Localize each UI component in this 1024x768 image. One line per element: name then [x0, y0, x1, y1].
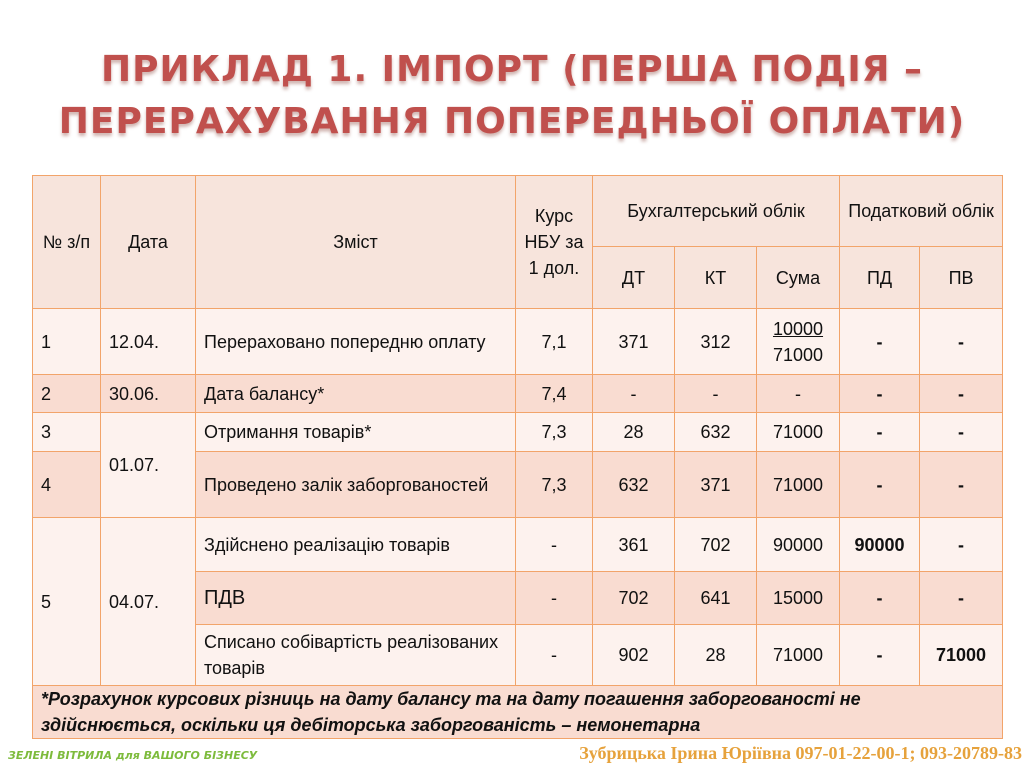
cell-content: Списано собівартість реалізованих товарів — [196, 625, 516, 686]
cell-rate: - — [516, 572, 593, 625]
header-pv: ПВ — [920, 247, 1003, 309]
cell-kt: 702 — [675, 518, 757, 572]
cell-pv: - — [920, 309, 1003, 375]
company-slogan: ЗЕЛЕНІ ВІТРИЛА для ВАШОГО БІЗНЕСУ — [8, 749, 258, 762]
cell-dt: 361 — [593, 518, 675, 572]
slide-title-line-1: ПРИКЛАД 1. ІМПОРТ (ПЕРША ПОДІЯ – — [101, 49, 923, 90]
cell-pv: - — [920, 413, 1003, 452]
header-accounting: Бухгалтерський облік — [593, 176, 840, 247]
header-content: Зміст — [196, 176, 516, 309]
cell-rate: 7,4 — [516, 375, 593, 413]
cell-content: ПДВ — [196, 572, 516, 625]
cell-pd: - — [840, 413, 920, 452]
header-dt: ДТ — [593, 247, 675, 309]
note-row — [33, 686, 1003, 739]
table-row — [33, 518, 1003, 572]
cell-num: 5 — [33, 518, 101, 686]
cell-kt: 641 — [675, 572, 757, 625]
cell-pv: - — [920, 452, 1003, 518]
cell-kt: - — [675, 375, 757, 413]
cell-pd: - — [840, 309, 920, 375]
slide-title-line-2: ПЕРЕРАХУВАННЯ ПОПЕРЕДНЬОЇ ОПЛАТИ) — [58, 101, 966, 142]
header-kt: КТ — [675, 247, 757, 309]
header-tax: Податковий облік — [840, 176, 1003, 247]
cell-num: 3 — [33, 413, 101, 452]
header-num: № з/п — [33, 176, 101, 309]
cell-sum: 71000 — [757, 413, 840, 452]
transactions-table — [32, 175, 1003, 739]
cell-pv: - — [920, 572, 1003, 625]
cell-sum: - — [757, 375, 840, 413]
cell-sum: 71000 — [757, 625, 840, 686]
cell-num: 2 — [33, 375, 101, 413]
cell-rate: 7,3 — [516, 452, 593, 518]
cell-content: Перераховано попередню оплату — [196, 309, 516, 375]
cell-dt: 632 — [593, 452, 675, 518]
cell-dt: 902 — [593, 625, 675, 686]
cell-dt: 702 — [593, 572, 675, 625]
author-contacts: Зубрицька Ірина Юріївна 097-01-22-00-1; 093-20789-83 — [579, 743, 1022, 763]
cell-rate: 7,3 — [516, 413, 593, 452]
slide-title — [0, 44, 1024, 148]
cell-pd: 90000 — [840, 518, 920, 572]
cell-kt: 28 — [675, 625, 757, 686]
cell-kt: 371 — [675, 452, 757, 518]
header-pd: ПД — [840, 247, 920, 309]
cell-sum-uah: 71000 — [772, 344, 824, 365]
cell-rate: - — [516, 625, 593, 686]
cell-sum-usd: 10000 — [772, 318, 824, 339]
cell-kt: 632 — [675, 413, 757, 452]
cell-pv: 71000 — [920, 625, 1003, 686]
header-rate: Курс НБУ за 1 дол. — [516, 176, 593, 309]
cell-pv: - — [920, 518, 1003, 572]
cell-dt: 28 — [593, 413, 675, 452]
table-row — [33, 375, 1003, 413]
cell-pd: - — [840, 452, 920, 518]
cell-content: Здійснено реалізацію товарів — [196, 518, 516, 572]
cell-num: 1 — [33, 309, 101, 375]
cell-pd: - — [840, 572, 920, 625]
cell-sum — [757, 309, 840, 375]
cell-dt: - — [593, 375, 675, 413]
cell-dt: 371 — [593, 309, 675, 375]
header-row-1 — [33, 176, 1003, 247]
cell-pd: - — [840, 625, 920, 686]
cell-sum: 90000 — [757, 518, 840, 572]
cell-sum: 71000 — [757, 452, 840, 518]
cell-sum: 15000 — [757, 572, 840, 625]
cell-num: 4 — [33, 452, 101, 518]
table-row — [33, 413, 1003, 452]
cell-date: 30.06. — [101, 375, 196, 413]
table-row — [33, 309, 1003, 375]
cell-date: 12.04. — [101, 309, 196, 375]
cell-pd: - — [840, 375, 920, 413]
header-sum: Сума — [757, 247, 840, 309]
cell-rate: 7,1 — [516, 309, 593, 375]
cell-rate: - — [516, 518, 593, 572]
cell-kt: 312 — [675, 309, 757, 375]
cell-content: Отримання товарів* — [196, 413, 516, 452]
footnote: *Розрахунок курсових різниць на дату балансу та на дату погашення заборгованості не здійснюється, оскільки ця дебіторська заборгованість – немонетарна — [33, 686, 1003, 739]
cell-content: Дата балансу* — [196, 375, 516, 413]
cell-date: 04.07. — [101, 518, 196, 686]
header-date: Дата — [101, 176, 196, 309]
cell-pv: - — [920, 375, 1003, 413]
cell-date: 01.07. — [101, 413, 196, 518]
cell-content: Проведено залік заборгованостей — [196, 452, 516, 518]
